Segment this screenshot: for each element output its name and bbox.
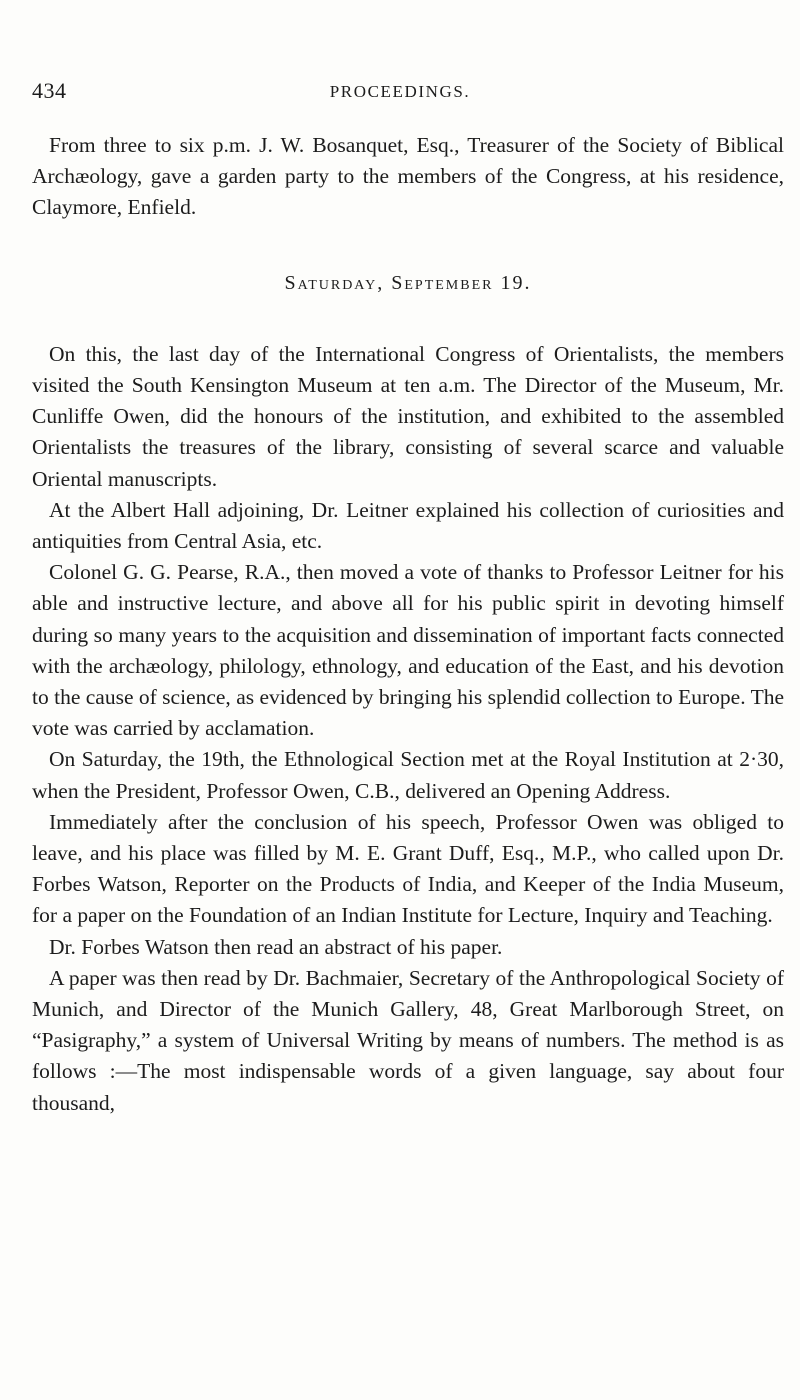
paragraph-garden-party: From three to six p.m. J. W. Bosanquet, Esq., Treasurer of the Society of Biblical Archæology, gave a garden party to the members of the Congress, at his residence, Claymore, Enfield.: [32, 133, 784, 220]
running-head: PROCEEDINGS.: [329, 82, 471, 101]
paragraph-pasigraphy: A paper was then read by Dr. Bachmaier, Secretary of the Anthropological Society of Munich, and Director of the Munich Gallery, 48, Great Marlborough Street, on “Pasigraphy,” a system of Universal Writing by means of numbers. The method is as follows :—The most indispensable words of a given language, say about four thousand,: [32, 965, 784, 1115]
page-body: [32, 130, 784, 1119]
paragraph-grant-duff: Immediately after the conclusion of his speech, Professor Owen was obliged to leave, and his place was filled by M. E. Grant Duff, Esq., M.P., who called upon Dr. Forbes Watson, Reporter on the Products of India, and Keeper of the India Museum, for a paper on the Foundation of an Indian Institute for Lecture, Inquiry and Teaching.: [32, 809, 784, 928]
paragraph-albert-hall: At the Albert Hall adjoining, Dr. Leitner explained his collection of curiosities and antiquities from Central Asia, etc.: [32, 497, 784, 554]
paragraph-museum-visit: On this, the last day of the International Congress of Orientalists, the members visited the South Kensington Museum at ten a.m. The Director of the Museum, Mr. Cunliffe Owen, did the honours of the institution, and exhibited to the assembled Orientalists the treasures of the library, consisting of several scarce and valuable Oriental manuscripts.: [32, 341, 784, 491]
paragraph-ethnological-section: On Saturday, the 19th, the Ethnological Section met at the Royal Institution at 2·30, when the President, Professor Owen, C.B., delivered an Opening Address.: [32, 747, 784, 803]
paragraph-vote-of-thanks: Colonel G. G. Pearse, R.A., then moved a vote of thanks to Professor Leitner for his able and instructive lecture, and above all for his public spirit in devoting himself during so many years to the acquisition and dissemination of important facts connected with the archæology, philology, ethnology, and education of the East, and his devotion to the cause of science, as evidenced by bringing his splendid collection to Europe. The vote was carried by acclamation.: [32, 560, 784, 741]
paragraph-forbes-watson: Dr. Forbes Watson then read an abstract of his paper.: [49, 934, 503, 959]
section-heading-date: Saturday, September 19.: [284, 271, 532, 294]
page-number: 434: [32, 78, 67, 103]
